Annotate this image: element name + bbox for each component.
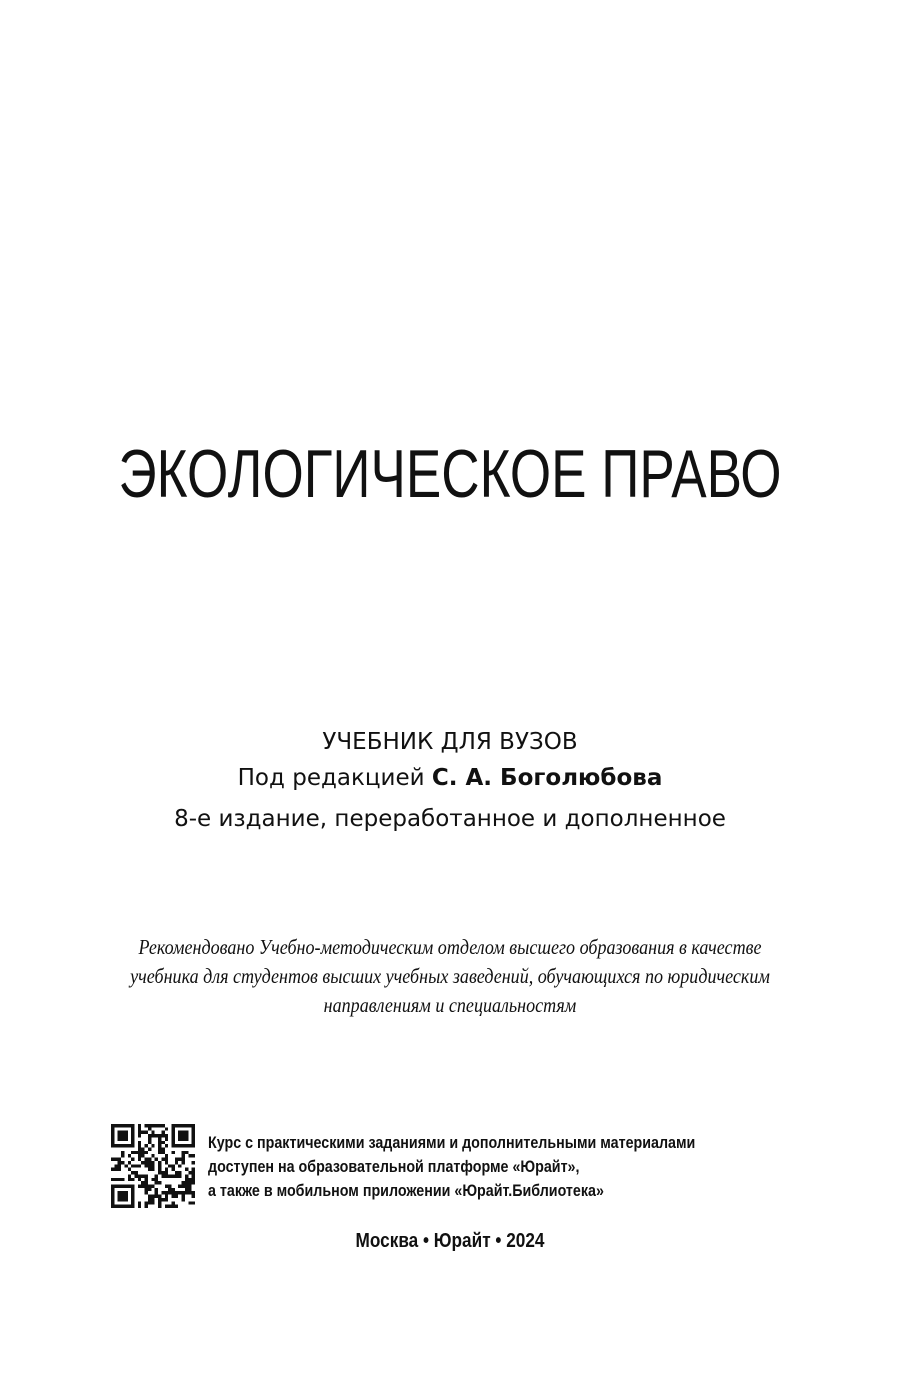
course-line: а также в мобильном приложении «Юрайт.Библиотека»: [208, 1181, 604, 1200]
editor-prefix: Под редакцией: [237, 765, 432, 791]
book-type: УЧЕБНИК ДЛЯ ВУЗОВ: [322, 729, 578, 755]
course-info: [208, 1131, 695, 1203]
editor-line: [0, 763, 900, 793]
edition-line: 8-е издание, переработанное и дополненное: [174, 806, 726, 832]
recommendation-line: учебника для студентов высших учебных заведений, обучающихся по юридическим: [130, 964, 770, 988]
imprint-line: Москва • Юрайт • 2024: [355, 1230, 545, 1252]
course-line: доступен на образовательной платформе «Юрайт»,: [208, 1157, 580, 1176]
book-title: ЭКОЛОГИЧЕСКОЕ ПРАВО: [118, 436, 782, 512]
recommendation-line: направлениям и специальностям: [323, 993, 577, 1017]
recommendation-text: [63, 933, 837, 1020]
qr-code-icon[interactable]: [111, 1124, 195, 1208]
course-line: Курс с практическими заданиями и дополнительными материалами: [208, 1133, 696, 1152]
editor-name: С. А. Боголюбова: [431, 765, 663, 791]
recommendation-line: Рекомендовано Учебно-методическим отделом высшего образования в качестве: [138, 935, 762, 959]
